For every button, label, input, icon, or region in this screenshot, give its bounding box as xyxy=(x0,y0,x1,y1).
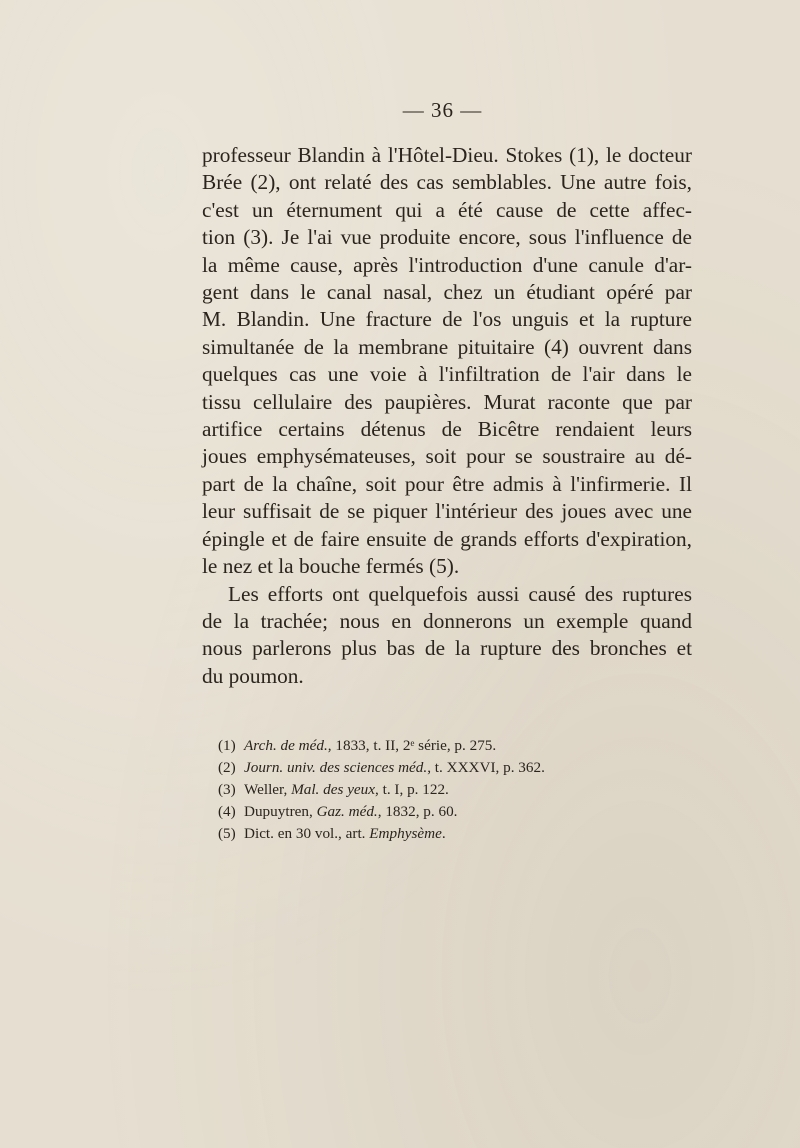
footnote-marker: (1) xyxy=(218,737,236,754)
footnote-title: Mal. des yeux xyxy=(291,781,376,798)
footnote xyxy=(218,801,688,823)
text-line: de la trachée; nous en donnerons un exemple quand xyxy=(202,608,692,633)
body-text xyxy=(202,142,692,690)
text-line: c'est un éternument qui a été cause de cette affec- xyxy=(202,197,692,222)
text-line: quelques cas une voie à l'infiltration de l'air dans le xyxy=(202,362,692,387)
footnote-author: Dict. en 30 vol., art. xyxy=(244,825,370,842)
text-line: Brée (2), ont relaté des cas semblables. Une autre fois, xyxy=(202,170,692,195)
footnote xyxy=(218,735,688,757)
text-line: tissu cellulaire des paupières. Murat raconte que par xyxy=(202,389,692,414)
footnote-author: Dupuytren, xyxy=(244,803,317,820)
text-line: artifice certains détenus de Bicêtre rendaient leurs xyxy=(202,417,692,442)
text-line: gent dans le canal nasal, chez un étudiant opéré par xyxy=(202,280,692,305)
footnote-title: Gaz. méd. xyxy=(316,803,378,820)
footnote xyxy=(218,757,688,779)
footnote-author: Weller, xyxy=(244,781,292,798)
text-line: épingle et de faire ensuite de grands efforts d'expiration, xyxy=(202,526,692,551)
text-line: la même cause, après l'introduction d'une canule d'ar- xyxy=(202,252,692,277)
text-line: du poumon. xyxy=(202,663,304,688)
text-line: leur suffisait de se piquer l'intérieur des joues avec une xyxy=(202,499,692,524)
page-number: — 36 — xyxy=(402,98,483,122)
footnote xyxy=(218,779,688,801)
footnote-title: Journ. univ. des sciences méd. xyxy=(244,759,428,776)
text-line: nous parlerons plus bas de la rupture des bronches et xyxy=(202,636,692,661)
footnote-title: Emphysème xyxy=(369,825,442,842)
footnote-detail: . xyxy=(441,825,446,842)
footnote-marker: (5) xyxy=(218,825,236,842)
text-line: le nez et la bouche fermés (5). xyxy=(202,554,460,579)
text-line: tion (3). Je l'ai vue produite encore, sous l'influence de xyxy=(202,225,692,250)
text-line: Les efforts ont quelquefois aussi causé des ruptures xyxy=(228,581,692,606)
text-line: part de la chaîne, soit pour être admis à l'infirmerie. Il xyxy=(202,471,692,496)
footnote xyxy=(218,823,688,845)
footnote-detail: , t. XXXVI, p. 362. xyxy=(427,759,545,776)
footnote-detail: , t. I, p. 122. xyxy=(375,781,449,798)
text-line: M. Blandin. Une fracture de l'os unguis et la rupture xyxy=(202,307,692,332)
footnotes xyxy=(218,735,688,845)
text-line: professeur Blandin à l'Hôtel-Dieu. Stokes (1), le docteur xyxy=(202,143,692,167)
footnote-detail: , 1832, p. 60. xyxy=(377,803,458,820)
footnote-marker: (2) xyxy=(218,759,236,776)
footnote-marker: (4) xyxy=(218,803,236,820)
text-line: simultanée de la membrane pituitaire (4) ouvrent dans xyxy=(202,334,692,359)
footnote-marker: (3) xyxy=(218,781,236,798)
footnote-title: Arch. de méd. xyxy=(244,737,328,754)
footnote-detail: , 1833, t. II, 2ᵉ série, p. 275. xyxy=(327,737,497,754)
text-line: joues emphysémateuses, soit pour se soustraire au dé- xyxy=(202,444,692,469)
